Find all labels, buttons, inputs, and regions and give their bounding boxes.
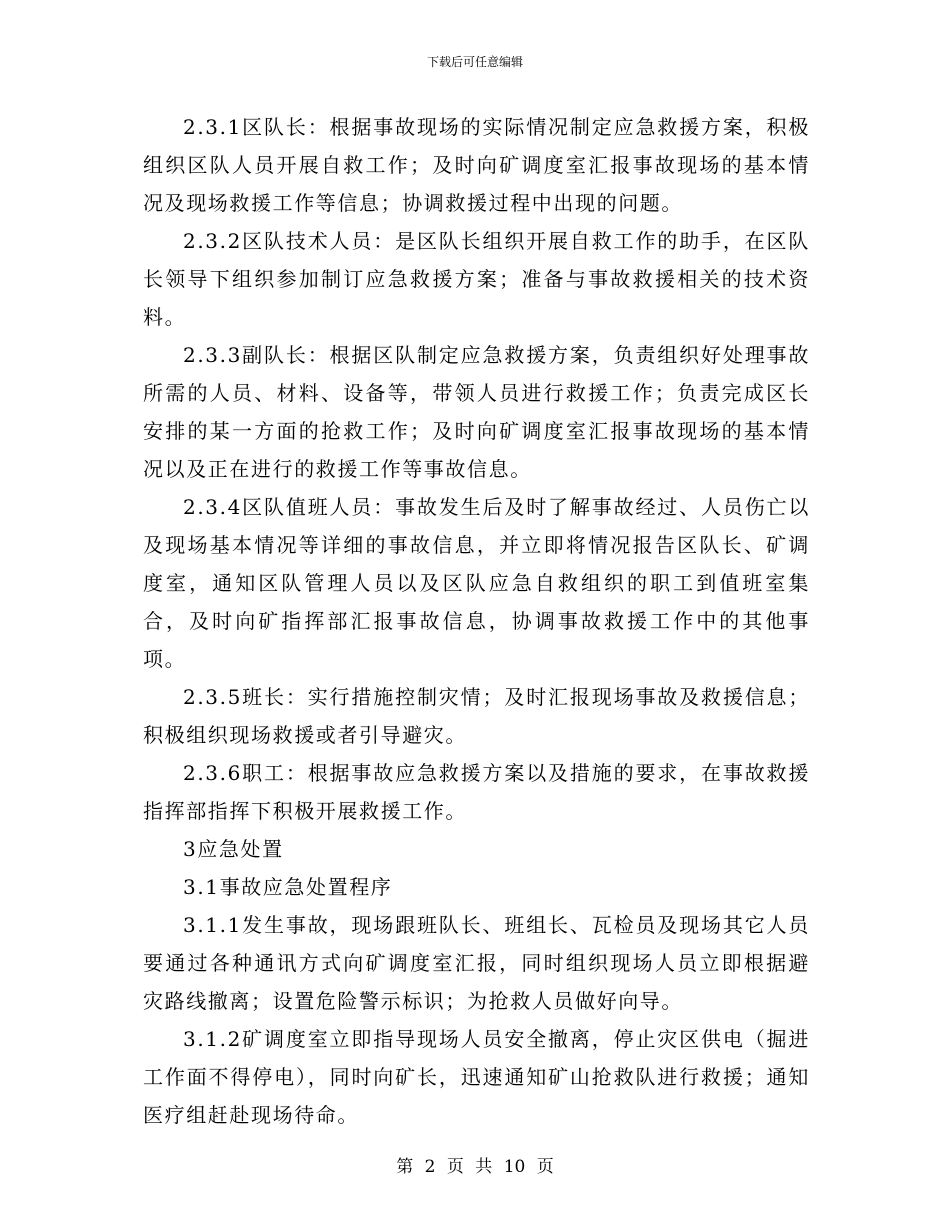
- paragraph-2-3-2: 2.3.2区队技术人员：是区队长组织开展自救工作的助手，在区队长领导下组织参加制订应急救援方案；准备与事故救援相关的技术资料。: [143, 229, 810, 329]
- paragraph-2-3-1: 2.3.1区队长：根据事故现场的实际情况制定应急救援方案，积极组织区队人员开展自救工作；及时向矿调度室汇报事故现场的基本情况及现场救援工作等信息；协调救援过程中出现的问题。: [143, 115, 810, 215]
- paragraph-2-3-3: 2.3.3副队长：根据区队制定应急救援方案，负责组织好处理事故所需的人员、材料、设备等，带领人员进行救援工作；负责完成区长安排的某一方面的抢救工作；及时向矿调度室汇报事故现场的基本情况以及正在进行的救援工作等事故信息。: [143, 343, 810, 481]
- paragraph-2-3-6: 2.3.6职工：根据事故应急救援方案以及措施的要求，在事故救援指挥部指挥下积极开展救援工作。: [143, 761, 810, 823]
- section-heading-3-1: 3.1事故应急处置程序: [183, 875, 393, 899]
- page-header: 下载后可任意编辑: [426, 55, 523, 69]
- paragraph-3-1-2: 3.1.2矿调度室立即指导现场人员安全撤离，停止灾区供电（掘进工作面不得停电），同时向矿长，迅速通知矿山抢救队进行救援；通知医疗组赶赴现场待命。: [143, 1027, 810, 1127]
- section-heading-3: 3应急处置: [183, 837, 284, 861]
- page-number: 第 2 页 共 10 页: [396, 1157, 554, 1177]
- paragraph-2-3-5: 2.3.5班长：实行措施控制灾情；及时汇报现场事故及救援信息；积极组织现场救援或者引导避灾。: [143, 685, 810, 747]
- paragraph-3-1-1: 3.1.1发生事故，现场跟班队长、班组长、瓦检员及现场其它人员要通过各种通讯方式向矿调度室汇报，同时组织现场人员立即根据避灾路线撤离；设置危险警示标识；为抢救人员做好向导。: [143, 913, 810, 1013]
- document-body: [143, 108, 810, 1134]
- paragraph-2-3-4: 2.3.4区队值班人员：事故发生后及时了解事故经过、人员伤亡以及现场基本情况等详细的事故信息，并立即将情况报告区队长、矿调度室，通知区队管理人员以及区队应急自救组织的职工到值班室集合，及时向矿指挥部汇报事故信息，协调事故救援工作中的其他事项。: [143, 495, 810, 671]
